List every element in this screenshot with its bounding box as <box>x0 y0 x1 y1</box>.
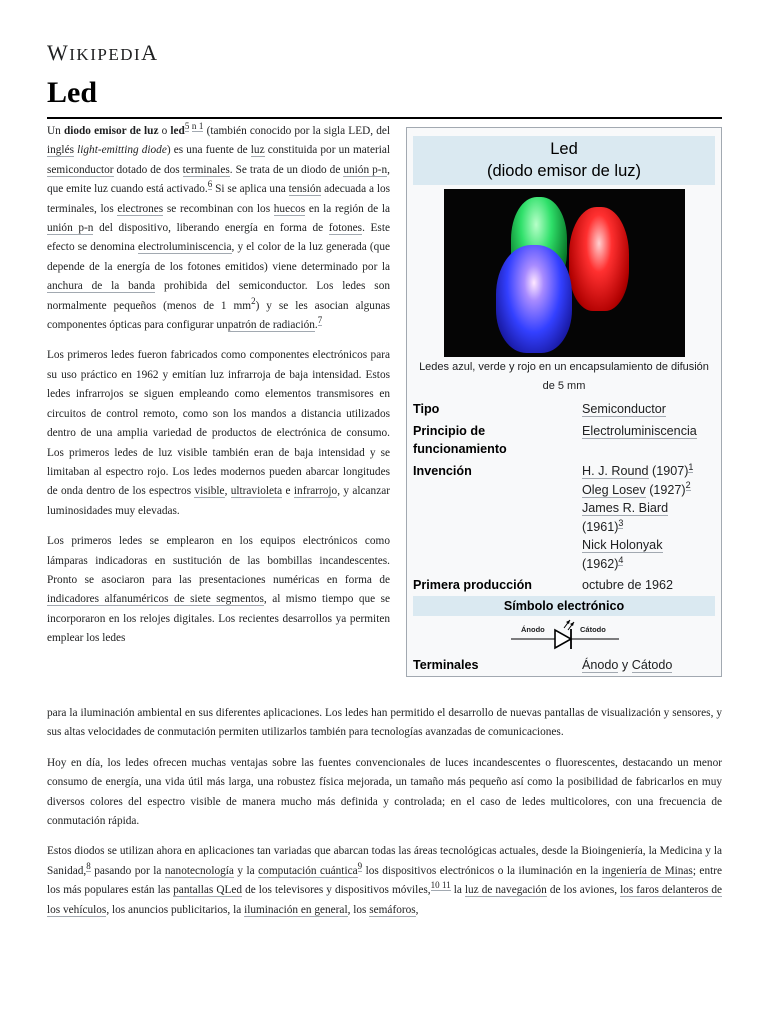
link-electroluminiscencia-infobox[interactable]: Electroluminiscencia <box>582 424 697 438</box>
link-nanotecnologia[interactable]: nanotecnología <box>164 864 234 877</box>
link-losev[interactable]: Oleg Losev <box>582 482 646 497</box>
link-catodo[interactable]: Cátodo <box>631 658 673 672</box>
link-biard[interactable]: James R. Biard <box>582 501 669 516</box>
label-principio: Principio de funcionamiento <box>413 424 507 456</box>
link-anodo[interactable]: Ánodo <box>582 658 619 672</box>
led-photo[interactable] <box>444 189 685 357</box>
ref-link[interactable]: 5 <box>184 121 190 132</box>
infobox <box>406 127 722 677</box>
image-caption: Ledes azul, verde y rojo en un encapsulamiento de difusión de 5 mm <box>419 361 709 392</box>
row-principio <box>413 422 715 462</box>
link-pantallas-qled[interactable]: pantallas QLed <box>173 884 243 897</box>
link-faros-delanteros[interactable]: los faros delanteros de los vehículos <box>47 884 723 916</box>
symbol-catodo-label: Cátodo <box>580 625 606 634</box>
link-computacion-cuantica[interactable]: computación cuántica <box>258 864 358 877</box>
link-visible[interactable]: visible <box>194 485 225 498</box>
ref-link[interactable]: 2 <box>685 480 691 491</box>
ref-link[interactable]: 6 <box>207 179 213 190</box>
label-terminales: Terminales <box>413 658 479 672</box>
row-terminales: Terminales Ánodo y Cátodo <box>413 658 673 672</box>
link-iluminacion-general[interactable]: iluminación en general <box>244 903 348 916</box>
link-luz[interactable]: luz <box>250 144 265 157</box>
link-luz-navegacion[interactable]: luz de navegación <box>464 884 547 897</box>
link-infrarrojo[interactable]: infrarrojo <box>293 485 338 498</box>
link-union-pn-2[interactable]: unión p-n <box>47 222 94 235</box>
advantages-paragraph: Hoy en día, los ledes ofrecen muchas ventajas sobre las fuentes convencionales de luces incandescentes o fluorescentes, destacando un menor consumo de energía, una vida útil más larga, una robustez física mejorada, un tamaño más pequeño así como la posibilidad de fabricarlos en muy diversos colores del espectro visible de manera mucho más definida y controlada; en el caso de ledes multicolores, con una frecuencia de conmutación rápida. <box>47 756 722 828</box>
link-anchura-banda[interactable]: anchura de la banda <box>47 280 156 293</box>
note-link[interactable]: n 1 <box>191 121 204 132</box>
ref-link[interactable]: 1 <box>688 461 694 472</box>
infobox-title <box>413 136 715 185</box>
row-invencion <box>413 462 715 576</box>
link-ingenieria-minas[interactable]: ingeniería de Minas <box>601 864 693 877</box>
inventors-list: H. J. Round $(1907)^1$ Oleg Losev $(1927)^2$ James R. Biard $(1961)^3$ Nick Holonyak $(1962)^4$ <box>582 461 694 571</box>
blue-led <box>496 245 572 353</box>
label-tipo: Tipo <box>413 402 440 416</box>
link-holonyak[interactable]: Nick Holonyak <box>582 538 663 553</box>
value-produccion: octubre de 1962 <box>582 578 674 592</box>
wordmark-rest: IKIPEDI <box>69 45 142 64</box>
intro-paragraph: Un diodo emisor de luz o led$^{5 n 1}$ (también conocido por la sigla LED, del inglés light-emitting diode) es una fuente de luz constituida por un material semiconductor dotado de dos terminales. Se trata de un diodo de unión p-n, que emite luz cuando está activado.$^6$ Si se aplica una tensión adecuada a los terminales, los electrones se recombinan con los huecos en la región de la unión p-n del dispositivo, liberando energía en forma de fotones. Este efecto se denomina electroluminiscencia, y el color de la luz generada (que depende de la energía de los fotones emitidos) viene determinado por la anchura de la banda prohibida del semiconductor. Los ledes son normalmente pequeños (menos de 1 $mm^2$) y se les asocian algunas componentes ópticas para configurar unpatrón de radiación.$^7$ <box>47 121 391 332</box>
wordmark-last: A <box>141 40 159 65</box>
link-terminales[interactable]: terminales <box>182 163 230 176</box>
link-ultravioleta[interactable]: ultravioleta <box>230 485 283 498</box>
row-produccion <box>413 576 715 596</box>
led-symbol-icon <box>413 616 717 654</box>
infobox-title-sub: (diodo emisor de luz) <box>486 162 642 180</box>
history-paragraph: Los primeros ledes fueron fabricados como componentes electrónicos para su uso práctico en 1962 y emitían luz infrarroja de baja intensidad. Estos ledes infrarrojos se siguen empleando como elementos transmisores en circuitos de control remoto, como son los mandos a distancia utilizados dentro de una amplia variedad de productos de electrónica de consumo. Los primeros ledes de luz visible también eran de baja intensidad y se limitaban al espectro rojo. Los ledes modernos pueden abarcar longitudes de onda dentro de los espectros visible, ultravioleta e infrarrojo, y alcanzar luminosidades muy elevadas. <box>47 349 390 517</box>
full-width-text <box>47 704 722 931</box>
label-invencion: Invención <box>413 464 472 478</box>
ref-link[interactable]: 9 <box>357 861 363 872</box>
page-title: Led <box>47 76 98 109</box>
link-semiconductor[interactable]: semiconductor <box>47 163 114 176</box>
link-semaforos[interactable]: semáforos <box>369 903 416 916</box>
red-led <box>569 207 629 311</box>
term-bold-led: led <box>170 125 185 137</box>
link-union-pn[interactable]: unión p-n <box>343 163 388 176</box>
link-patron-radiacion[interactable]: patrón de radiación <box>227 319 315 332</box>
ref-link[interactable]: 3 <box>618 517 624 528</box>
link-ingles[interactable]: inglés <box>47 144 74 157</box>
ref-link[interactable]: 10 11 <box>430 880 451 891</box>
ref-link[interactable]: 8 <box>86 861 91 872</box>
link-tension[interactable]: tensión <box>288 183 322 196</box>
ref-link[interactable]: 7 <box>317 315 323 326</box>
symbol-anodo-label: Ánodo <box>521 625 545 634</box>
term-bold: diodo emisor de luz <box>63 125 159 137</box>
symbol-header: Símbolo electrónico <box>413 596 715 616</box>
wikipedia-wordmark[interactable] <box>47 40 159 66</box>
infobox-title-main: Led <box>550 140 578 158</box>
uses-paragraph-continued: para la iluminación ambiental en sus diferentes aplicaciones. Los ledes han permitido el desarrollo de nuevas pantallas de visualización y sensores, y sus altas velocidades de conmutación permiten utilizarlos también para tecnologías avanzadas de comunicaciones. <box>47 707 722 739</box>
link-huecos[interactable]: huecos <box>273 202 306 215</box>
link-electroluminiscencia[interactable]: electroluminiscencia <box>138 241 232 254</box>
ref-link[interactable]: 4 <box>618 554 624 565</box>
led-symbol[interactable] <box>413 616 715 654</box>
intro-column <box>47 122 390 649</box>
link-siete-segmentos[interactable]: indicadores alfanuméricos de siete segmentos <box>47 593 264 606</box>
link-electrones[interactable]: electrones <box>117 202 164 215</box>
link-fotones[interactable]: fotones <box>328 222 363 235</box>
link-round[interactable]: H. J. Round <box>582 464 649 478</box>
row-tipo <box>413 400 715 422</box>
applications-paragraph: Estos diodos se utilizan ahora en aplicaciones tan variadas que abarcan todas las áreas tecnológicas actuales, desde la Bioingeniería, la Medicina y la Sanidad,$^8$ pasando por la nanotecnología y la computación cuántica$^9$ los dispositivos electrónicos o la iluminación en la ingeniería de Minas; entre los más populares están las pantallas QLed de los televisores y dispositivos móviles,$^{10 11}$ la luz de navegación de los aviones, los faros delanteros de los vehículos, los anuncios publicitarios, la iluminación en general, los semáforos, <box>47 845 723 916</box>
title-divider <box>47 117 722 119</box>
wordmark-first: W <box>47 40 70 65</box>
label-produccion: Primera producción <box>413 578 532 592</box>
uses-paragraph: Los primeros ledes se emplearon en los equipos electrónicos como lámparas indicadoras en sustitución de las bombillas incandescentes. Pronto se asociaron para las presentaciones numéricas en forma de indicadores alfanuméricos de siete segmentos, al mismo tiempo que se incorporaron en los relojes digitales. Los recientes desarrollos ya permiten emplear los ledes <box>47 535 390 645</box>
link-semiconductor-infobox[interactable]: Semiconductor <box>582 402 666 416</box>
